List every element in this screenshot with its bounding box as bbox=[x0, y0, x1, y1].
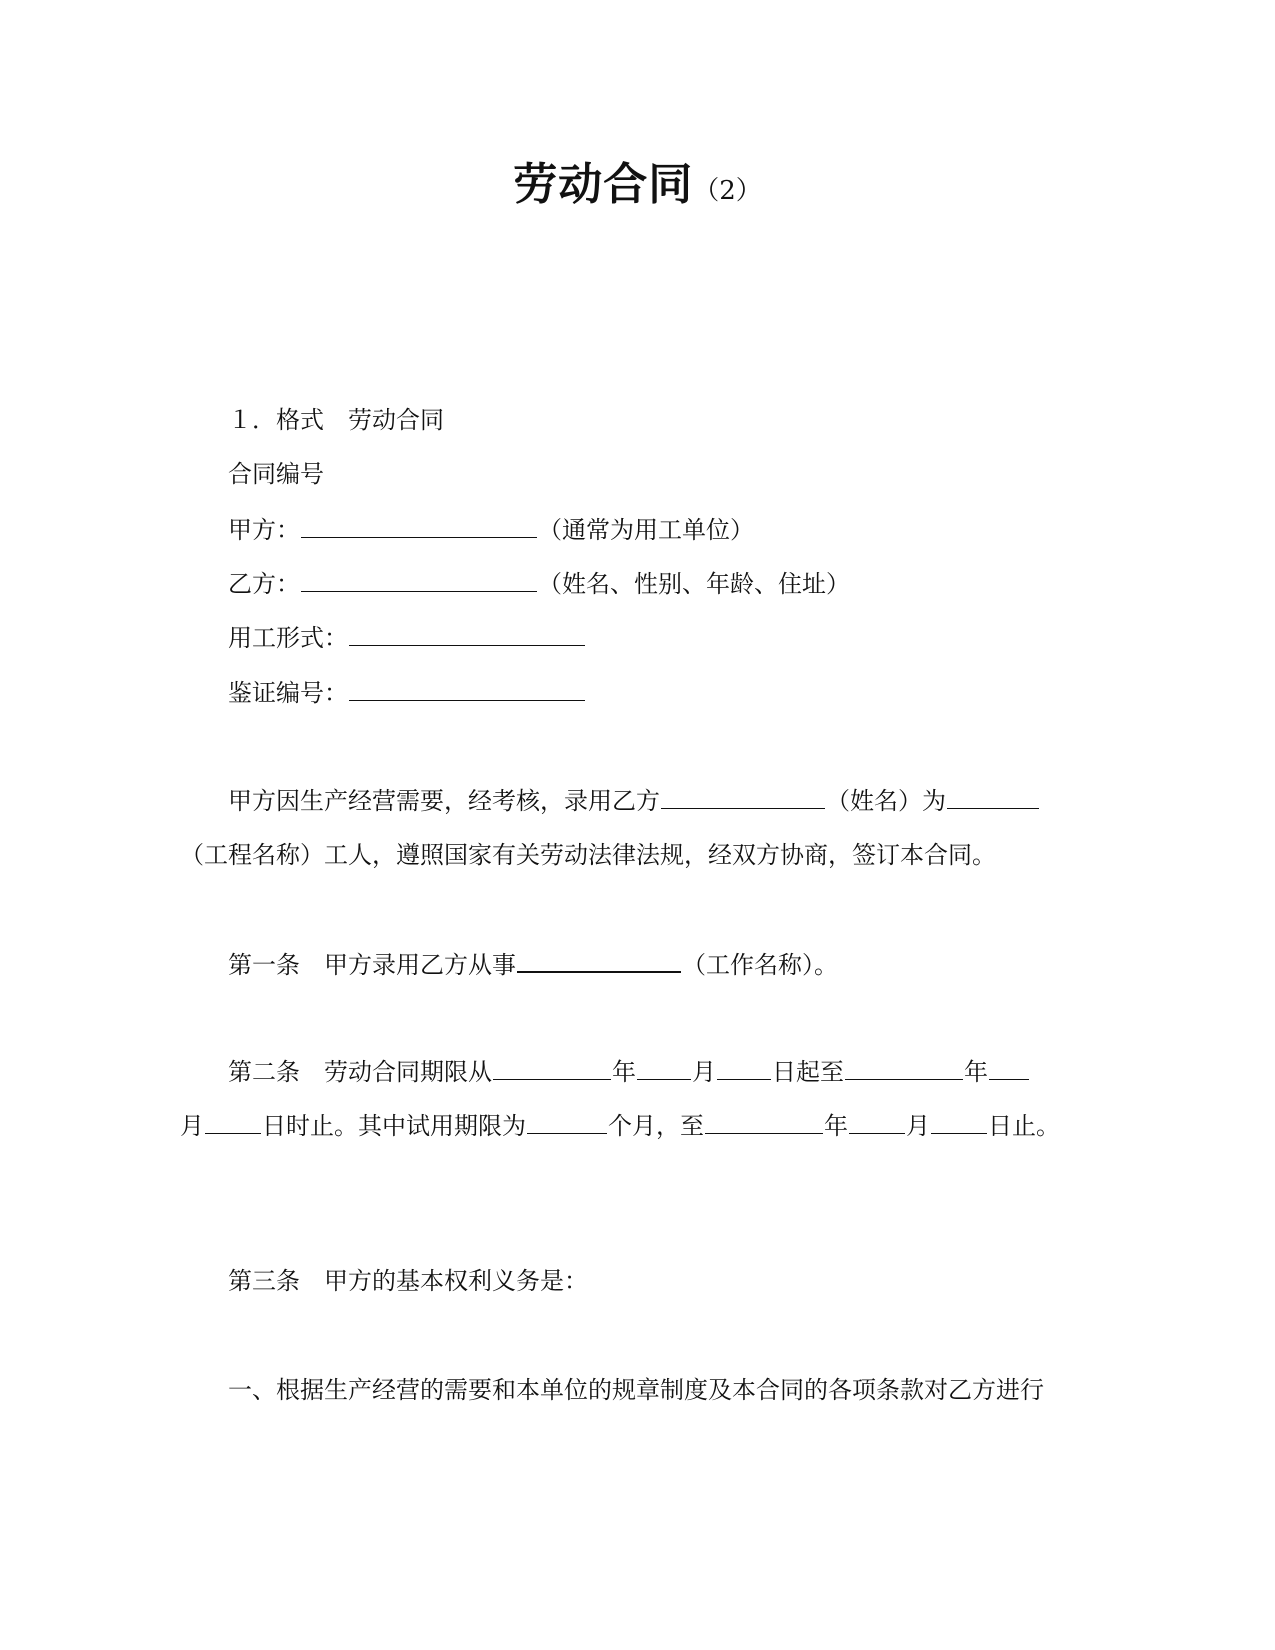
party-a-blank[interactable] bbox=[301, 513, 537, 538]
verification-number-blank[interactable] bbox=[349, 676, 585, 701]
probation-until-text: 个月，至 bbox=[608, 1112, 704, 1140]
document-title bbox=[0, 148, 1275, 212]
party-a-note: （通常为用工单位） bbox=[538, 516, 754, 544]
employee-name-blank[interactable] bbox=[661, 784, 825, 809]
contract-number-label: 合同编号 bbox=[228, 460, 324, 488]
probation-month-blank[interactable] bbox=[849, 1109, 905, 1134]
start-month-label: 月 bbox=[692, 1058, 716, 1086]
party-b-blank[interactable] bbox=[301, 567, 537, 592]
party-b-note: （姓名、性别、年龄、住址） bbox=[538, 570, 850, 598]
probation-month-label: 月 bbox=[906, 1112, 930, 1140]
probation-day-blank[interactable] bbox=[931, 1109, 987, 1134]
probation-months-blank[interactable] bbox=[527, 1109, 607, 1134]
party-b-label: 乙方： bbox=[228, 570, 300, 598]
start-year-label: 年 bbox=[612, 1058, 636, 1086]
title-suffix: （2） bbox=[693, 176, 762, 206]
article-1 bbox=[228, 947, 838, 981]
clause-1-text: 一、根据生产经营的需要和本单位的规章制度及本合同的各项条款对乙方进行 bbox=[228, 1376, 1044, 1404]
intro-line-1 bbox=[228, 784, 1040, 817]
article-2-line-2 bbox=[180, 1109, 1060, 1142]
intro-text-b: （姓名）为 bbox=[826, 787, 946, 815]
employment-form-label: 用工形式： bbox=[228, 624, 348, 652]
start-day-blank[interactable] bbox=[717, 1055, 771, 1080]
probation-end-text: 日止。 bbox=[988, 1112, 1060, 1140]
end-month-label: 月 bbox=[180, 1112, 204, 1140]
article-2-line-1 bbox=[228, 1055, 1030, 1088]
end-day-blank[interactable] bbox=[205, 1109, 261, 1134]
intro-line-2: （工程名称）工人，遵照国家有关劳动法律法规，经双方协商，签订本合同。 bbox=[180, 841, 996, 869]
article-1-text: 第一条 甲方录用乙方从事 bbox=[228, 951, 516, 979]
start-day-label: 日起至 bbox=[772, 1058, 844, 1086]
employment-form-line bbox=[228, 621, 586, 654]
start-year-blank[interactable] bbox=[493, 1055, 611, 1080]
probation-year-label: 年 bbox=[824, 1112, 848, 1140]
article-2-text: 第二条 劳动合同期限从 bbox=[228, 1058, 492, 1086]
probation-year-blank[interactable] bbox=[705, 1109, 823, 1134]
article-1-note: （工作名称）。 bbox=[682, 951, 838, 979]
title-main: 劳动合同 bbox=[513, 159, 694, 210]
party-a-line bbox=[228, 513, 754, 546]
article-3-heading: 第三条 甲方的基本权利义务是： bbox=[228, 1267, 588, 1295]
employment-form-blank[interactable] bbox=[349, 621, 585, 646]
probation-text: 日时止。其中试用期限为 bbox=[262, 1112, 526, 1140]
party-a-label: 甲方： bbox=[228, 516, 300, 544]
end-month-blank[interactable] bbox=[989, 1055, 1029, 1080]
end-year-label: 年 bbox=[964, 1058, 988, 1086]
intro-text-a: 甲方因生产经营需要，经考核，录用乙方 bbox=[228, 787, 660, 815]
project-name-blank[interactable] bbox=[947, 784, 1039, 809]
party-b-line bbox=[228, 567, 850, 600]
job-title-blank[interactable] bbox=[517, 947, 681, 973]
verification-number-line bbox=[228, 676, 586, 709]
verification-number-label: 鉴证编号： bbox=[228, 679, 348, 707]
format-line: １．格式 劳动合同 bbox=[228, 406, 444, 434]
start-month-blank[interactable] bbox=[637, 1055, 691, 1080]
end-year-blank[interactable] bbox=[845, 1055, 963, 1080]
